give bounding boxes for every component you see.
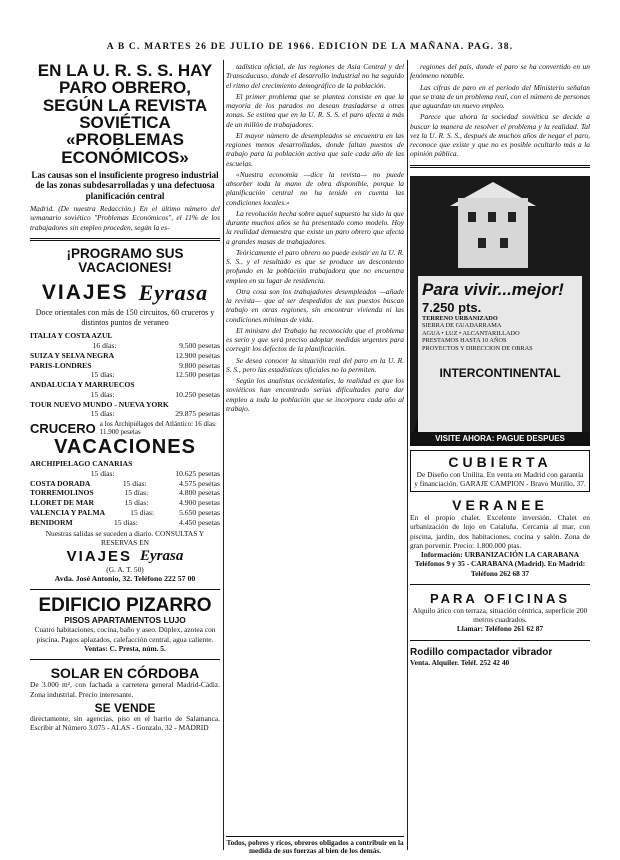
cubierta-title: CUBIERTA [448,453,552,470]
article-paragraph: regiones del país, donde el paro se ha convertido en un fenómeno notable. [410,62,590,81]
price: 10.250 pesetas [175,389,220,399]
ad-line: SIERRA DE GUADARRAMA [422,322,502,330]
viajes-brand-footer: VIAJES [66,548,132,566]
oficinas-phone: Llamar: Teléfono 261 62 87 [456,624,544,634]
ad-line: AGUA • LUZ • ALCANTARILLADO [422,329,520,337]
veranee-ad [410,497,590,578]
vende-body: directamente, sin agencias, piso en el barrio de Salamanca. Escribir al Número 3.075 - ALAS - Gonzalo, 32 - MADRID [30,714,220,733]
article-dateline: Madrid. (De nuestra Redacción.) En el último número del semanario soviético "Problemas Económicos", el 11% de los trabajadores sin empleo proceden, según la es- [30,204,220,232]
price: 29.875 pesetas [175,409,220,419]
duration: 15 días: [130,507,155,517]
vacaciones-list [30,459,220,527]
price-row [30,469,220,479]
duration: 15 días: [90,409,115,419]
article-paragraph: Las cifras de paro en el período del Ministerio señalan que se trata de un problema real, con el número de personas que aguardan un nuevo empleo. [410,82,590,110]
destination-name: ANDALUCIA Y MARRUECOS [30,380,135,390]
price: 12.900 pesetas [175,350,220,360]
article-paragraph: Teóricamente el paro obrero no puede existir en la U. R. S. S., y el resultado es que se produce un descontento profundo en la población trabajadora que no encuentra empleo en su lugar de residencia. [226,247,404,285]
viajes-gat: (G. A. T. 50) [106,565,144,575]
ad-sub: TERRENO URBANIZADO [422,314,498,322]
price: 4.800 pesetas [179,488,220,498]
article-headline: EN LA U. R. S. S. HAY PARO OBRERO, SEGÚN LA REVISTA SOVIÉTICA «PROBLEMAS ECONÓMICOS» [37,62,213,167]
price-row [30,508,220,518]
article-paragraph: El mayor número de desempleados se encuentra en las regiones menos desarrolladas, donde faltan puestos de trabajo para la población activa que sale cada año de las escuelas. [226,130,404,168]
cubierta-ad [410,450,590,493]
ad-bottom-banner: VISITE AHORA: PAGUE DESPUES [410,432,590,446]
price-row [30,331,220,341]
price-row [30,380,220,390]
divider [410,584,590,585]
destination-name: TORREMOLINOS [30,488,94,498]
price-row [30,361,220,371]
column-rule [223,60,224,850]
destination-name: TOUR NUEVO MUNDO - NUEVA YORK [30,399,169,409]
viajes-intro: Doce orientales con más de 150 circuitos, 60 cruceros y distintos puntos de veraneo [35,308,215,327]
column-rule [407,60,408,850]
pizarro-subtitle: PISOS APARTAMENTOS LUJO [64,615,186,626]
duration: 15 días: [113,517,138,527]
price-row [30,409,220,419]
ad-company: INTERCONTINENTAL [439,366,561,381]
rodillo-body: Venta. Alquiler. Teléf. 252 42 40 [410,657,510,667]
article-paragraph: «Nuestra economía —dice la revista— no puede absorber toda la mano de obra disponible, porque la planificación central no ha tenido en cuenta las condiciones locales.» [226,169,404,207]
price-row [30,518,220,528]
price: 4.900 pesetas [179,498,220,508]
ad-price: 7.250 pts. [422,299,482,315]
vacaciones-title: VACACIONES [54,436,196,459]
pizarro-title: EDIFICIO PIZARRO [38,595,212,617]
rodillo-title: Rodillo compactador vibrador [410,646,553,658]
pizarro-contact: Ventas: C. Presta, núm. 5. [84,643,166,653]
destination-name: COSTA DORADA [30,478,91,488]
article-body [226,62,404,413]
article-paragraph: El primer problema que se plantea consiste en que la mayoría de los parados no desean trasladarse a otras zonas. Se estima que en la U. R. S. S. el paro afecta a más de un millón de trabajadores. [226,91,404,129]
divider [410,640,590,641]
chalet-image [458,198,528,268]
price: 9.500 pesetas [179,341,220,351]
veranee-phone: Teléfonos 9 y 35 - CARABANA (Madrid). En Madrid: Teléfono 262 68 37 [414,559,586,578]
pizarro-body: Cuatro habitaciones, cocina, baño y aseo. Dúplex, azotea con piscina. Pagos aplazados, calefacción central, agua caliente. [34,625,216,644]
viajes-list [30,331,220,418]
price-row [30,498,220,508]
price-row [30,488,220,498]
destination-name: SUIZA Y SELVA NEGRA [30,350,115,360]
article-paragraph: Se desea conocer la situación real del paro en la U. R. S. S., pero las estadísticas oficiales no lo permiten. [226,355,404,374]
price: 4.575 pesetas [179,478,220,488]
viajes-header: ¡PROGRAMO SUS VACACIONES! [66,245,184,275]
pizarro-ad [30,596,220,653]
veranee-title: VERANEE [452,497,548,513]
viajes-brand: VIAJES [41,281,129,305]
viajes-logo-footer: Eyrasa [140,548,184,565]
destination-name: ARCHIPIELAGO CANARIAS [30,459,133,469]
destination-name: PARIS-LONDRES [30,360,92,370]
price: 12.500 pesetas [175,370,220,380]
divider [30,589,220,590]
article-paragraph: El ministro del Trabajo ha reconocido que el problema es serio y que será preciso adoptar medidas urgentes para corregir los defectos de la planificación. [226,325,404,354]
destination-name: LLORET DE MAR [30,498,94,508]
crucero-title: CRUCERO [30,421,96,437]
viajes-footer: Nuestras salidas se suceden a diario. CONSULTAS Y RESERVAS EN [45,529,205,548]
veranee-contact: Información: URBANIZACIÓN LA CARABANA [420,550,580,559]
oficinas-ad [410,591,590,634]
crucero-detail: a los Archipiélagos del Atlántico: 16 días: 11.900 pesetas [99,419,217,436]
oficinas-body: Alquilo ático con terraza, situación céntrica, superficie 200 metros cuadrados. [412,605,588,624]
divider [30,659,220,660]
footer-note-box [226,836,404,856]
column-left [30,62,220,852]
duration: 15 días: [90,389,115,399]
price-row [30,370,220,380]
price-row [30,459,220,469]
ad-line: PROYECTOS Y DIRECCION DE OBRAS [422,344,533,352]
price-row [30,390,220,400]
duration: 15 días: [90,469,115,479]
divider [410,165,590,168]
duration: 15 días: [122,478,147,488]
solar-title: SOLAR EN CÓRDOBA [50,665,200,682]
article-paragraph: tadística oficial, de las regiones de Asia Central y del Transcáucaso, donde el desarrollo industrial no ha seguido el ritmo del crecimiento demográfico de la población. [226,62,404,90]
destination-name: BENIDORM [30,517,73,527]
price: 9.800 pesetas [179,360,220,370]
column-middle [226,62,404,832]
article-paragraph: La revolución hecha sobre aquel supuesto ha sido la que durante muchos años se ha presentado como modelo. Hoy la realidad demuestra que existe un paro obrero que afecta a grandes masas de trabajadores. [226,208,404,246]
duration: 16 días: [92,341,117,351]
destination-name: ITALIA Y COSTA AZUL [30,331,113,341]
footer-note: Todos, pobres y ricos, obreros obligados a contribuir en la medida de sus fuerzas al bien de los demás. [226,839,404,856]
solar-body: De 3.000 m², con fachada a carretera general Madrid-Cádiz. Zona industrial. Precio interesante. [30,680,220,699]
price: 5.650 pesetas [179,507,220,517]
solar-ad [30,666,220,733]
ad-text-panel [418,276,582,432]
price-row [30,351,220,361]
column-right [410,62,590,852]
viajes-logo: Eyrasa [138,280,209,306]
viajes-ad [30,247,220,583]
duration: 15 días: [124,498,149,508]
veranee-body: En el propio chalet. Excelente inversión. Chalet en urbanización de lujo en Cataluña. Cercanía al mar, con piscina, jardín, dos habitaciones, cocina y salón. Zona de gran porvenir. Precio: 1.800.000 ptas. [410,513,590,550]
article-subhead: Las causas son el insuficiente progreso industrial de las zonas subdesarrolladas y una defectuosa planificación central [31,169,219,201]
ad-lines [422,322,578,352]
viajes-address: Avda. José Antonio, 32. Teléfono 222 57 00 [54,574,196,584]
price-row [30,400,220,410]
price: 4.450 pesetas [179,517,220,527]
ad-line: PRESTAMOS HASTA 10 AÑOS [422,337,507,345]
duration: 15 días: [90,370,115,380]
duration: 15 días: [124,488,149,498]
article-paragraph: Según los analistas occidentales, la realidad es que los soviéticos han encontrado serias dificultades para dar empleo a toda la población que se incorpora cada año al trabajo. [226,376,404,413]
destination-name: VALENCIA Y PALMA [30,507,106,517]
article-continuation [410,62,590,159]
cubierta-body: De Diseño con Unilita. En venta en Madrid con garantía y financiación. GARAJE CAMPION - Bravo Murillo, 37. [414,469,586,488]
rodillo-ad [410,647,590,667]
article-paragraph: Parece que ahora la sociedad soviética se decide a buscar la manera de resolver el problema y la realidad. Tal vez la U. R. S. S., después de muchos años de negar el paro, reconoce que existe y que no es posible ocultarlo más a la opinión pública. [410,112,590,159]
price-row [30,341,220,351]
ad-title: Para vivir...mejor! [422,279,564,299]
price-row [30,479,220,489]
price: 10.625 pesetas [175,469,220,479]
vende-title: SE VENDE [94,700,156,715]
urbanizacion-ad [410,176,590,446]
oficinas-title: PARA OFICINAS [429,590,571,606]
article-paragraph: Otra cosa son los trabajadores desempleados —añade la revista— que al ser despedidos de sus puestos buscan trabajo en otras regiones, sin encontrar vivienda ni las condiciones mínimas de vida. [226,286,404,324]
divider [30,238,220,241]
masthead: A B C. MARTES 26 DE JULIO DE 1966. EDICION DE LA MAÑANA. PAG. 38. [106,42,514,52]
